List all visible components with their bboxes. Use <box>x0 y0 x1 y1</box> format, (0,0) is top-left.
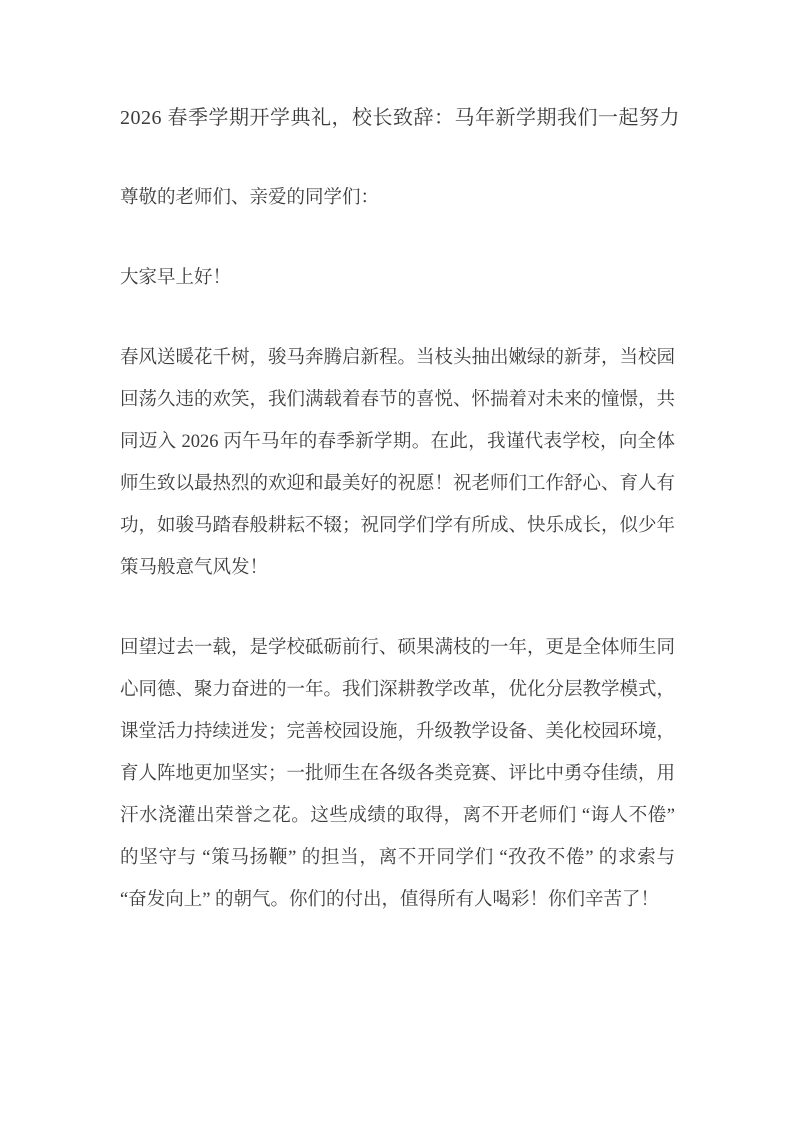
document-title: 2026 春季学期开学典礼，校长致辞：马年新学期我们一起努力 <box>120 107 680 129</box>
salutation-line: 尊敬的老师们、亲爱的同学们： <box>120 188 380 208</box>
paragraph-year-review: 回望过去一载，是学校砥砺前行、硕果满枝的一年，更是全体师生同心同德、聚力奋进的一年。我们深耕教学改革，优化分层教学模式，课堂活力持续迸发；完善校园设施，升级教学设备、美化校园环境，育人阵地更加坚实；一批师生在各级各类竞赛、评比中勇夺佳绩，用汗水浇灌出荣誉之花。这些成绩的取得，离不开老师们 “诲人不倦” 的坚守与 “策马扬鞭” 的担当，离不开同学们 “孜孜不倦” 的求索与 “奋发向上” 的朝气。你们的付出，值得所有人喝彩！你们辛苦了！ <box>120 638 676 910</box>
paragraph-opening-welcome: 春风送暖花千树，骏马奔腾启新程。当枝头抽出嫩绿的新芽，当校园回荡久违的欢笑，我们满载着春节的喜悦、怀揣着对未来的憧憬，共同迈入 2026 丙午马年的春季新学期。在此，我谨代表学校，向全体师生致以最热烈的欢迎和最美好的祝愿！祝老师们工作舒心、育人有功，如骏马踏春般耕耘不辍；祝同学们学有所成、快乐成长，似少年策马般意气风发！ <box>120 348 676 578</box>
greeting-line: 大家早上好！ <box>120 268 232 288</box>
